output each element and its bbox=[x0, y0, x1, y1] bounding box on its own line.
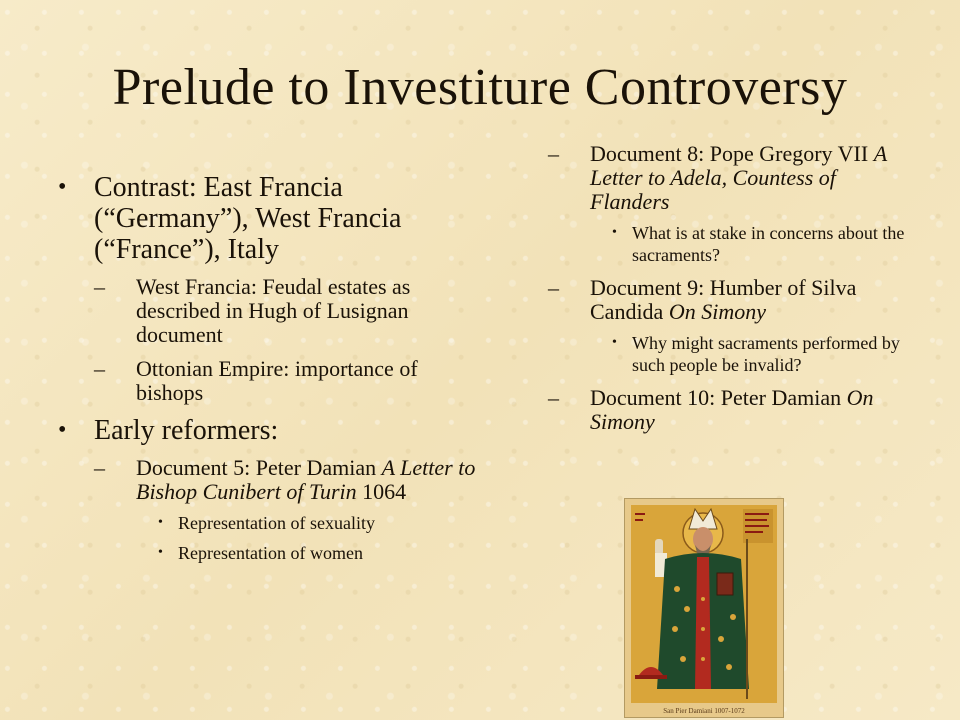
right-column bbox=[548, 142, 918, 444]
doc5-point-sexuality: Representation of sexuality bbox=[178, 513, 375, 533]
doc8-prefix: Document 8: Pope Gregory VII bbox=[590, 141, 874, 166]
portrait-caption: San Pier Damiani 1007-1072 bbox=[663, 707, 745, 715]
sub-item-west-francia: West Francia: Feudal estates as described in Hugh of Lusignan document bbox=[136, 274, 411, 347]
bullet-text-contrast: Contrast: East Francia (“Germany”), West Francia (“France”), Italy bbox=[94, 172, 402, 265]
list-item bbox=[136, 512, 478, 534]
bullet-icon: • bbox=[58, 174, 67, 200]
bullet-icon: • bbox=[612, 225, 617, 240]
doc10-title: On Simony bbox=[590, 385, 874, 434]
sub-sub-list bbox=[590, 222, 918, 266]
sub-item-ottonian: Ottonian Empire: importance of bishops bbox=[136, 356, 418, 405]
doc8-question: What is at stake in concerns about the sacraments? bbox=[632, 223, 905, 265]
dash-icon: – bbox=[548, 385, 559, 410]
dash-icon: – bbox=[94, 274, 105, 299]
doc9-question: Why might sacraments performed by such people be invalid? bbox=[632, 333, 900, 375]
list-item bbox=[590, 222, 918, 266]
saint-portrait-icon bbox=[625, 499, 783, 717]
bullet-icon: • bbox=[58, 417, 67, 443]
list-item bbox=[58, 172, 478, 405]
doc8-title: A Letter to Adela, Countess of Flanders bbox=[590, 141, 887, 214]
doc5-suffix: 1064 bbox=[356, 479, 407, 504]
bullet-icon: • bbox=[158, 515, 163, 530]
list-item bbox=[94, 275, 478, 347]
list-item bbox=[590, 332, 918, 376]
slide-title: Prelude to Investiture Controversy bbox=[112, 59, 848, 116]
peter-damian-icon-image bbox=[624, 498, 784, 718]
doc9-title: On Simony bbox=[668, 299, 766, 324]
sub-list bbox=[94, 456, 478, 564]
dash-icon: – bbox=[94, 356, 105, 381]
left-bullet-list bbox=[58, 172, 478, 564]
doc5-prefix: Document 5: Peter Damian bbox=[136, 455, 382, 480]
list-item bbox=[548, 386, 918, 434]
doc5-title: A Letter to Bishop Cunibert of Turin bbox=[136, 455, 476, 504]
doc5-point-women: Representation of women bbox=[178, 543, 363, 563]
dash-icon: – bbox=[548, 141, 559, 166]
list-item bbox=[58, 415, 478, 564]
left-column bbox=[58, 172, 478, 574]
sub-list bbox=[94, 275, 478, 405]
list-item bbox=[136, 542, 478, 564]
list-item bbox=[548, 142, 918, 266]
sub-sub-list bbox=[136, 512, 478, 564]
doc10-prefix: Document 10: Peter Damian bbox=[590, 385, 847, 410]
bullet-icon: • bbox=[158, 545, 163, 560]
sub-sub-list bbox=[590, 332, 918, 376]
list-item bbox=[94, 456, 478, 564]
bullet-icon: • bbox=[612, 335, 617, 350]
dash-icon: – bbox=[548, 275, 559, 300]
list-item bbox=[94, 357, 478, 405]
dash-icon: – bbox=[94, 455, 105, 480]
list-item bbox=[548, 276, 918, 376]
bullet-text-reformers: Early reformers: bbox=[94, 415, 279, 446]
right-doc-list bbox=[548, 142, 918, 434]
doc9-prefix: Document 9: Humber of Silva Candida bbox=[590, 275, 857, 324]
